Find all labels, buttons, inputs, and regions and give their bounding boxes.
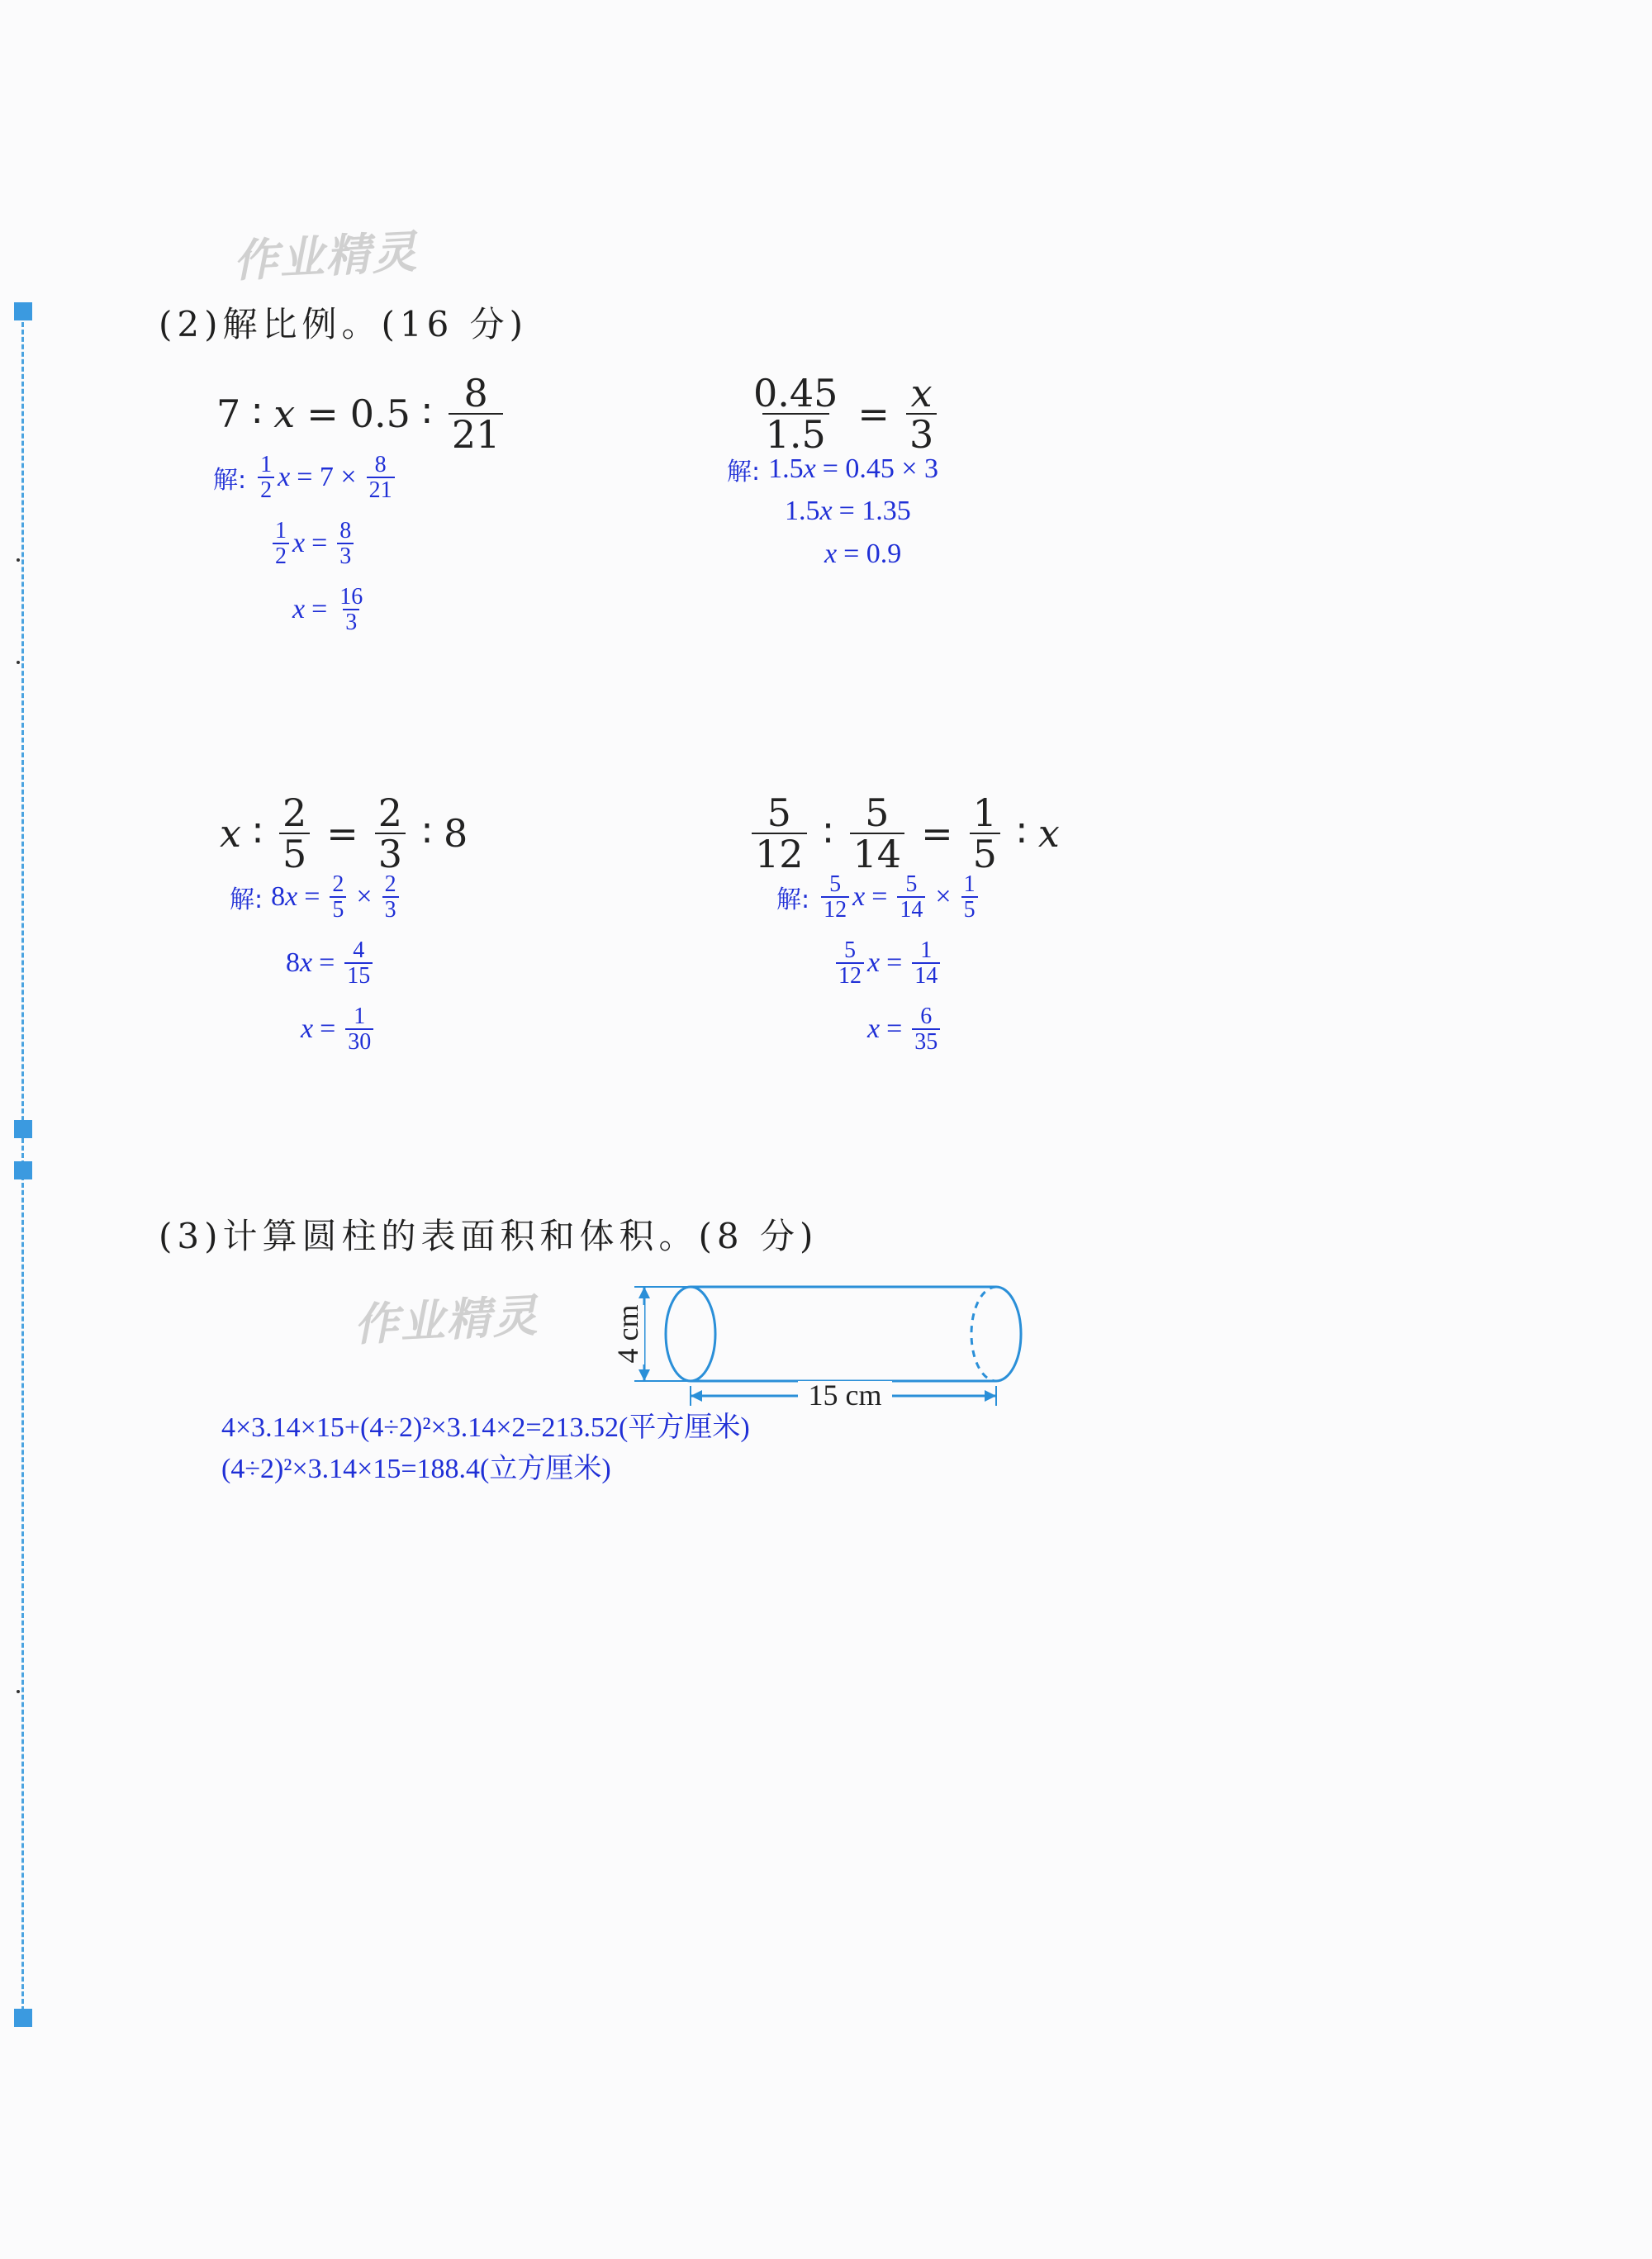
solution-label: 解: [776,885,810,915]
fraction [850,790,905,877]
solution-label: 解: [213,466,247,496]
height-label: 4 cm [611,1304,644,1364]
ratio-colon: ∶ [252,811,263,857]
denominator: 12 [836,962,864,988]
operator: = [886,1013,903,1045]
variable-x: x [1037,811,1060,857]
numerator: 2 [384,871,396,897]
operator: = [871,881,888,913]
term: 8 [444,811,468,857]
numerator: 8 [339,518,352,543]
problem2-solution-step2 [785,496,911,527]
fraction [337,585,365,635]
denominator: 21 [367,477,395,502]
fraction [821,872,849,923]
surface-area-answer: 4×3.14×15+(4÷2)²×3.14×2=213.52(平方厘米) [221,1412,750,1443]
denominator: 5 [330,896,346,922]
fraction [906,371,937,458]
numerator: 5 [829,871,842,897]
fraction [970,790,1000,877]
problem3-equation [220,790,468,877]
volume-answer: (4÷2)²×3.14×15=188.4(立方厘米) [221,1454,611,1484]
problem4-equation [747,790,1060,877]
numerator: 5 [905,871,918,897]
operator: = [304,881,320,913]
operator: × [935,881,952,913]
denominator: 12 [821,896,849,922]
denominator: 5 [970,833,1000,874]
variable-x: x [819,496,833,526]
numerator: 2 [282,790,307,835]
scan-speck [17,661,20,664]
term: 1.5 [768,453,804,484]
problem4-solution-step1 [776,872,981,923]
solution-label: 解: [727,458,761,486]
denominator: 12 [752,833,807,874]
cylinder-right-hidden-arc [971,1287,996,1381]
operator: = [311,594,328,625]
fraction [449,371,504,458]
denominator: 2 [273,543,289,568]
ratio-colon: ∶ [823,811,833,857]
numerator: 5 [844,937,856,963]
arrow-right-icon [985,1390,996,1402]
numerator: 1 [920,937,933,963]
problem2-equation [745,371,942,458]
operator: = [886,947,903,979]
term: = 0.9 [843,539,902,569]
numerator: 6 [920,1004,933,1029]
watermark-logo: 作业精灵 [231,225,420,287]
numerator: x [910,371,933,415]
problem4-solution-step2 [833,938,943,989]
fraction [750,371,841,458]
cylinder-left-face [666,1287,715,1381]
denominator: 2 [258,477,274,502]
numerator: 2 [332,871,344,897]
ratio-colon: ∶ [1016,811,1027,857]
problem1-equation [216,371,508,458]
problem3-solution-step1 [230,872,402,923]
problem2-solution-step1 [727,451,938,487]
variable-x: x [867,947,881,979]
denominator: 15 [344,962,373,988]
variable-x: x [292,594,306,625]
ratio-colon: ∶ [422,811,433,857]
term: 0.5 [349,392,411,437]
term: = 0.45 × 3 [822,453,939,484]
variable-x: x [273,392,296,437]
arrow-up-icon [638,1287,650,1298]
scan-speck [17,1690,20,1693]
term: = 1.35 [838,496,911,526]
denominator: 30 [345,1028,373,1054]
variable-x: x [852,881,866,913]
fraction [258,453,274,503]
numerator: 1 [260,452,273,477]
denominator: 35 [912,1028,940,1054]
cylinder-right-front-arc [996,1287,1021,1381]
denominator: 21 [449,413,504,454]
equals-sign: = [326,811,358,857]
variable-x: x [824,539,838,569]
ratio-colon: ∶ [252,392,263,437]
denominator: 3 [343,609,359,634]
margin-marker [14,2009,32,2027]
numerator: 0.45 [753,371,838,415]
denominator: 1.5 [762,413,829,454]
denominator: 14 [897,896,925,922]
numerator: 16 [339,584,363,610]
operator: = 7 × [297,462,357,493]
margin-marker [14,1161,32,1179]
arrow-left-icon [691,1390,702,1402]
numerator: 5 [767,790,791,835]
fraction [961,872,978,923]
fraction [912,938,940,989]
problem1-solution-step3 [292,585,368,635]
numerator: 8 [374,452,387,477]
numerator: 1 [275,518,287,543]
fraction [337,519,354,569]
operator: × [356,881,373,913]
problem3-solution-step3 [301,1004,377,1055]
fraction [279,790,310,877]
numerator: 2 [377,790,403,835]
variable-x: x [300,947,313,979]
fraction [330,872,346,923]
section3-heading: (3)计算圆柱的表面积和体积。(8 分) [159,1216,819,1256]
operator: = [311,528,328,559]
watermark-logo: 作业精灵 [352,1289,540,1351]
variable-x: x [220,811,241,857]
variable-x: x [278,462,291,493]
problem1-solution-step2 [269,519,357,569]
numerator: 1 [354,1004,366,1029]
fraction [344,938,373,989]
fraction [897,872,925,923]
scan-speck [17,558,20,562]
denominator: 14 [850,833,905,874]
denominator: 3 [337,543,354,568]
margin-marker [14,302,32,320]
numerator: 8 [463,371,488,415]
denominator: 3 [906,413,937,454]
problem4-solution-step3 [867,1004,943,1055]
length-label: 15 cm [808,1379,882,1412]
margin-marker [14,1120,32,1138]
variable-x: x [285,881,298,913]
cylinder-figure [611,1272,1041,1412]
term: 8 [271,881,286,913]
denominator: 3 [375,833,406,874]
variable-x: x [803,453,816,484]
operator: = [319,947,335,979]
equals-sign: = [306,392,339,437]
numerator: 1 [963,871,976,897]
fraction [345,1004,373,1055]
arrow-down-icon [638,1369,650,1381]
ratio-colon: ∶ [421,392,432,437]
numerator: 5 [865,790,890,835]
variable-x: x [301,1013,314,1045]
equals-sign: = [857,392,890,437]
fraction [912,1004,940,1055]
solution-label: 解: [230,885,263,915]
variable-x: x [292,528,306,559]
variable-x: x [867,1013,881,1045]
numerator: 1 [972,790,997,835]
term: 7 [216,392,241,437]
problem2-solution-step3 [824,539,901,570]
denominator: 5 [961,896,978,922]
section2-heading: (2)解比例。(16 分) [159,304,529,344]
numerator: 4 [353,937,365,963]
problem1-solution-step1 [213,453,398,503]
denominator: 5 [279,833,310,874]
term: 1.5 [785,496,820,526]
operator: = [320,1013,336,1045]
term: 8 [286,947,300,979]
problem3-solution-step2 [286,938,376,989]
denominator: 3 [382,896,399,922]
fraction [273,519,289,569]
fraction [367,453,395,503]
equals-sign: = [921,811,953,857]
fraction [836,938,864,989]
fraction [382,872,399,923]
denominator: 14 [912,962,940,988]
fraction [752,790,807,877]
fraction [375,790,406,877]
